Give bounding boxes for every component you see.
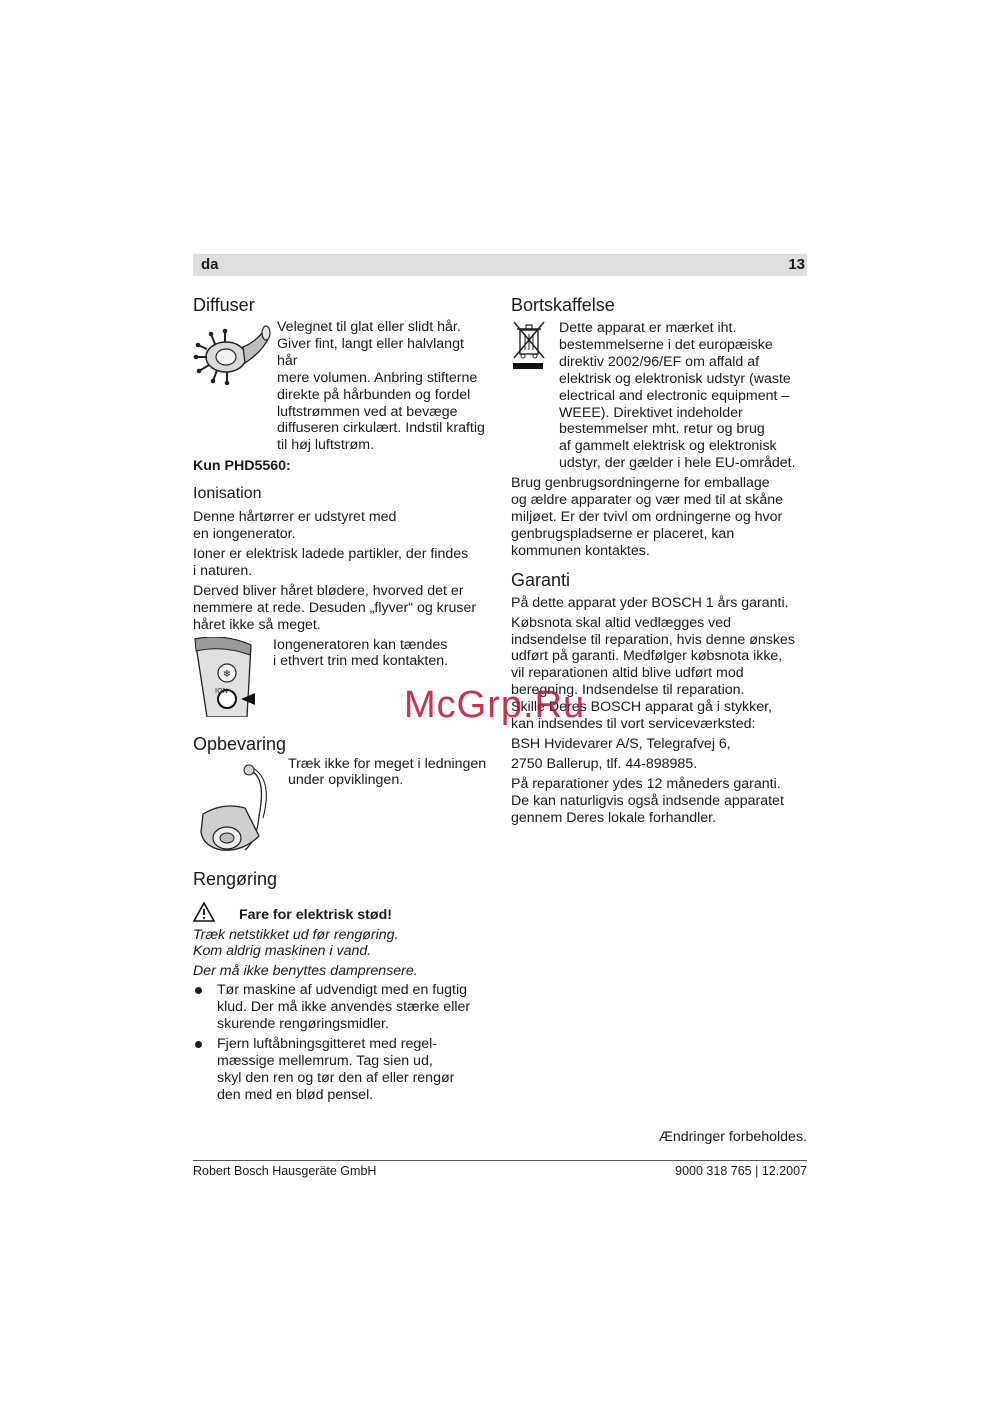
ion-switch-line: i ethvert trin med kontakten. — [273, 653, 449, 670]
language-code: da — [201, 256, 219, 273]
weee-illustration — [511, 320, 559, 375]
weee-line: Dette apparat er mærket iht. — [559, 320, 737, 336]
weee-line: af gammelt elektrisk og elektronisk — [559, 438, 777, 455]
footer-divider — [193, 1160, 807, 1161]
diffuser-figure-row — [193, 319, 488, 454]
warning-triangle-icon — [193, 902, 239, 927]
diffuser-illustration — [193, 319, 277, 390]
recycling-line: genbrugspladserne er placeret, kan — [511, 525, 735, 542]
opbevaring-title: Opbevaring — [193, 733, 287, 754]
garanti-line: BSH Hvidevarer A/S, Telegrafvej 6, — [511, 735, 731, 752]
diffuser-line: diffuseren cirkulært. Indstil kraftig — [277, 420, 485, 437]
weee-line: direktiv 2002/96/EF om affald af — [559, 353, 760, 370]
warning-line: Træk netstikket ud før rengøring. — [193, 926, 399, 943]
recycling-line: Brug genbrugsordningerne for emballage — [511, 475, 770, 492]
recycling-line: og ældre apparater og vær med til at skåne — [511, 492, 784, 509]
weee-line: elektrisk og elektronisk udstyr (waste — [559, 370, 791, 387]
garanti-line: kan indsendes til vort serviceværksted: — [511, 716, 756, 733]
warning-row — [193, 903, 488, 927]
svg-text:❄: ❄ — [222, 668, 232, 680]
diffuser-title: Diffuser — [193, 295, 255, 315]
diffuser-line: til høj luftstrøm. — [277, 437, 374, 454]
watermark: McGrp.Ru — [404, 684, 586, 726]
changes-note: Ændringer forbeholdes. — [658, 1129, 807, 1145]
garanti-line: udført på garanti. Medfølger købsnota ikke, — [511, 648, 783, 665]
garanti-line: gennem Deres lokale forhandler. — [511, 809, 717, 826]
recycling-line: kommunen kontaktes. — [511, 542, 650, 559]
weee-line: bestemmelserne i det europæiske — [559, 336, 773, 353]
hairdryer-handle-icon — [193, 637, 259, 717]
hairdryer-cord-icon — [193, 756, 279, 854]
storage-line: under opviklingen. — [288, 772, 404, 789]
ionisation-text — [193, 509, 488, 633]
ionisation-line: nemmere at rede. Desuden „flyver“ og kruser — [193, 599, 477, 616]
recycling-line: miljøet. Er der tvivl om ordningerne og hvor — [511, 508, 783, 525]
rengoring-title: Rengøring — [193, 868, 278, 889]
weee-line: WEEE). Direktivet indeholder — [559, 404, 743, 421]
list-item: Fjern luftåbningsgitteret med regel- mæssige mellemrum. Tag sien ud, skyl den ren og tør den af eller rengør den med en blød pensel. — [193, 1036, 488, 1104]
page-number: 13 — [788, 256, 805, 273]
warning-line: Der må ikke benyttes damprensere. — [193, 963, 418, 980]
diffuser-line: mere volumen. Anbring stifterne — [277, 369, 478, 386]
warning-line: Kom aldrig maskinen i vand. — [193, 943, 372, 960]
diffuser-line: luftstrømmen ved at bevæge — [277, 403, 458, 420]
ion-switch-illustration — [193, 637, 273, 722]
weee-line: udstyr, der gælder i hele EU-området. — [559, 455, 796, 472]
ionisation-line: i naturen. — [193, 562, 253, 579]
garanti-line: 2750 Ballerup, tlf. 44-898985. — [511, 755, 698, 772]
ionisation-line: Derved bliver håret blødere, hvorved det er — [193, 582, 464, 599]
footer-company: Robert Bosch Hausgeräte GmbH — [193, 1164, 377, 1178]
storage-illustration — [193, 756, 288, 859]
opbevaring-figure-row — [193, 756, 488, 859]
cleaning-list — [193, 982, 488, 1103]
footer-doc-number: 9000 318 765 | 12.2007 — [675, 1164, 807, 1178]
warning-title: Fare for elektrisk stød! — [239, 906, 392, 923]
diffuser-line: Giver fint, langt eller halvlangt hår — [277, 335, 464, 369]
storage-line: Træk ikke for meget i ledningen — [288, 755, 487, 772]
weee-line: bestemmelser mht. retur og brug — [559, 421, 765, 438]
weee-figure-row — [511, 320, 807, 472]
storage-description — [288, 756, 488, 790]
weee-description — [559, 320, 807, 472]
ion-switch-description — [273, 637, 488, 671]
right-column — [511, 293, 807, 826]
ionisation-line: Denne hårtørrer er udstyret med — [193, 509, 397, 526]
weee-line: electrical and electronic equipment – — [559, 387, 790, 404]
ion-switch-label: ION — [215, 686, 228, 695]
diffuser-line: Velegnet til glat eller slidt hår. — [277, 319, 461, 335]
garanti-title: Garanti — [511, 569, 571, 590]
garanti-line: På dette apparat yder BOSCH 1 års garanti. — [511, 594, 789, 611]
garanti-line: De kan naturligvis også indsende apparatet — [511, 792, 784, 809]
ionisation-line: Ioner er elektrisk ladede partikler, der findes — [193, 545, 469, 562]
header-bar — [193, 254, 807, 276]
garanti-line: Skille Deres BOSCH apparat gå i stykker, — [511, 699, 772, 716]
garanti-line: Købsnota skal altid vedlægges ved — [511, 614, 732, 631]
diffuser-icon — [193, 319, 271, 385]
garanti-line: vil reparationen altid blive udført mod — [511, 665, 744, 682]
ionisation-line: en iongenerator. — [193, 526, 296, 543]
diffuser-line: direkte på hårbunden og fordel — [277, 386, 471, 403]
diffuser-description — [277, 319, 488, 454]
ionisation-title: Ionisation — [193, 485, 262, 503]
garanti-line: På reparationer ydes 12 måneders garanti. — [511, 775, 781, 792]
garanti-line: beregning. Indsendelse til reparation. — [511, 682, 745, 699]
recycling-text — [511, 475, 807, 560]
ion-switch-line: Iongeneratoren kan tændes — [273, 636, 448, 653]
list-item: Tør maskine af udvendigt med en fugtig klud. Der må ikke anvendes stærke eller skurende rengøringsmidler. — [193, 982, 488, 1033]
crossed-bin-icon — [511, 320, 547, 370]
bortskaffelse-title: Bortskaffelse — [511, 295, 615, 315]
model-note: Kun PHD5560: — [193, 458, 291, 475]
garanti-line: indsendelse til reparation, hvis denne ønskes — [511, 631, 795, 648]
ionisation-line: håret ikke så meget. — [193, 616, 321, 633]
